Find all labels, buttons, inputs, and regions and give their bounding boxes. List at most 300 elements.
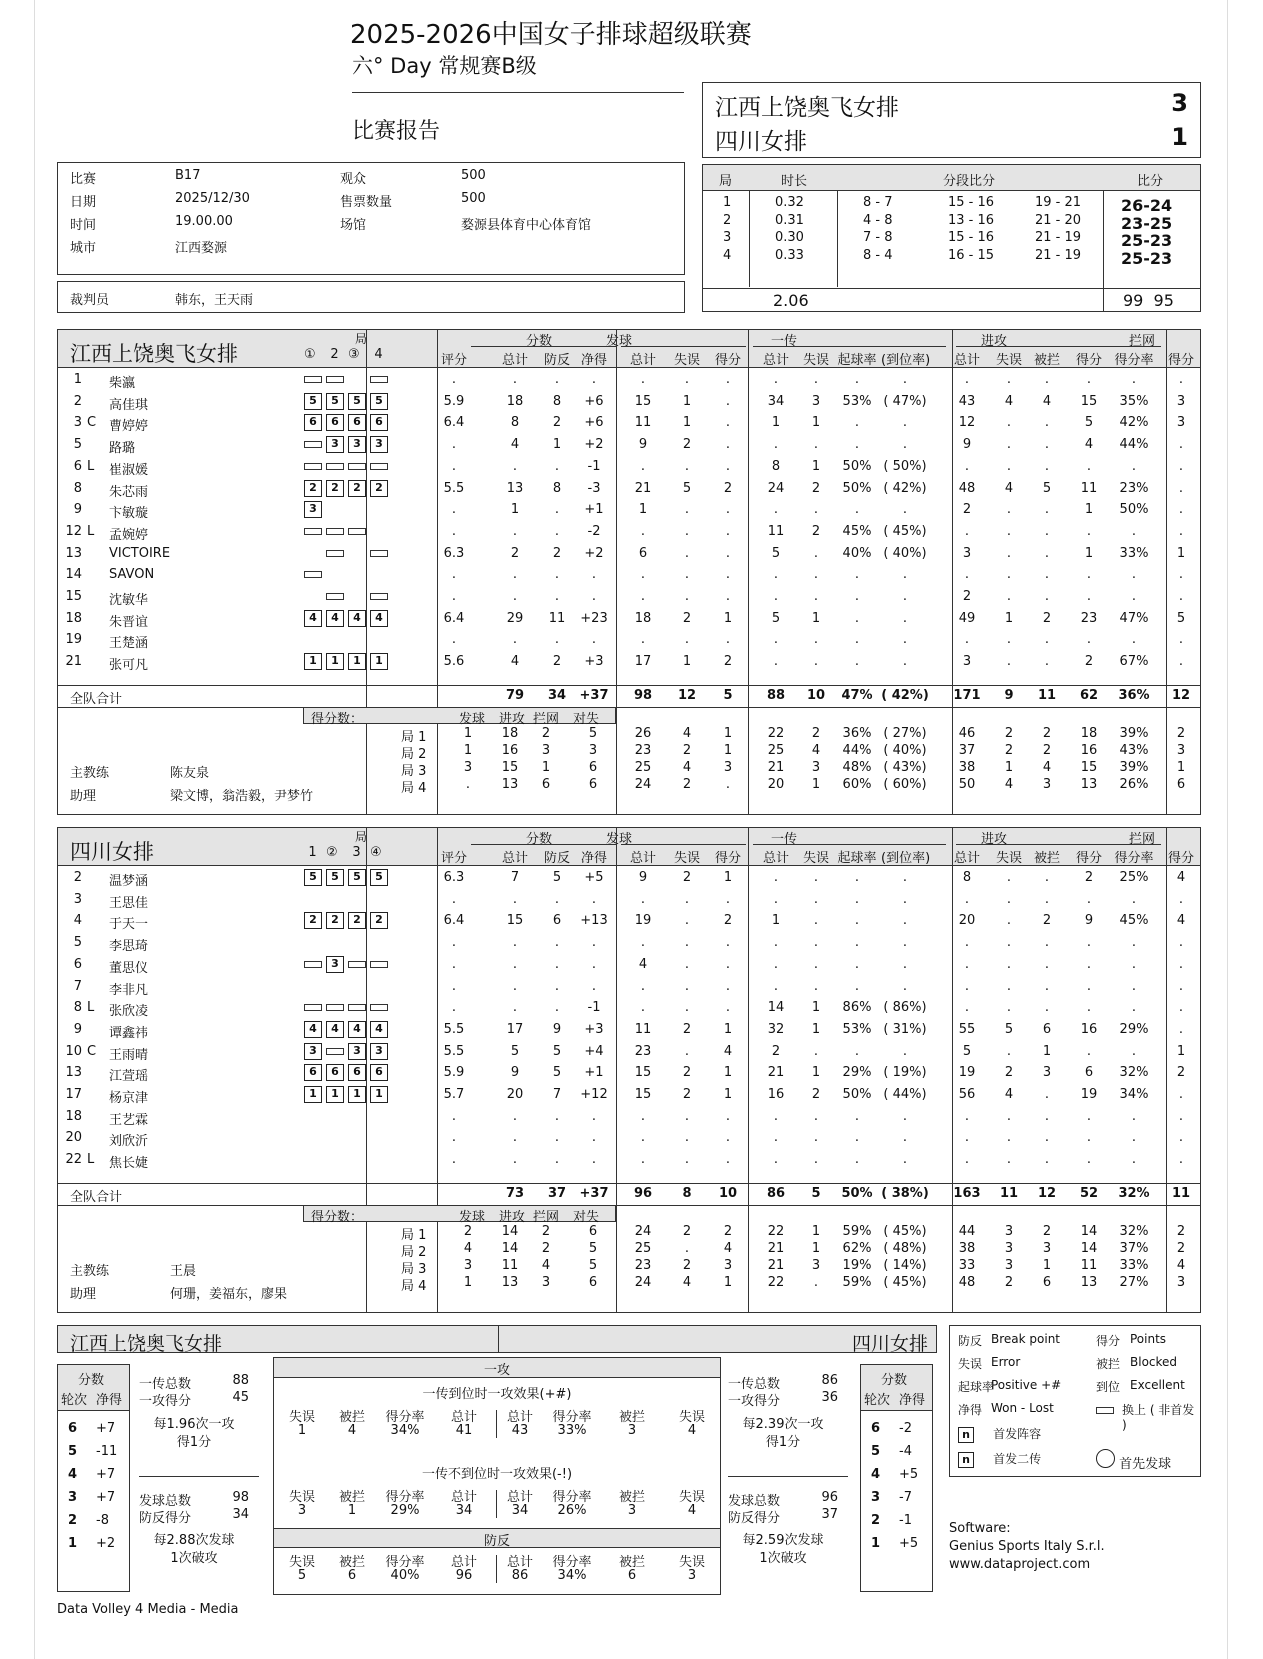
stat-cell: 1 bbox=[1084, 545, 1094, 561]
legend-def: Positive +# bbox=[991, 1378, 1062, 1392]
stat-cell: . bbox=[854, 891, 860, 907]
set-score: 26-24 bbox=[1121, 196, 1173, 215]
stat-value: 45 bbox=[232, 1390, 249, 1405]
col-aerr: 失误 bbox=[995, 353, 1022, 368]
sideout-head: 被拦 bbox=[338, 1555, 365, 1570]
total-cell: 11 bbox=[1171, 1186, 1191, 1201]
legend-box bbox=[949, 1325, 1201, 1477]
stat-cell: . bbox=[1178, 956, 1184, 972]
stat-cell: . bbox=[854, 935, 860, 951]
per-set-stat: 37 bbox=[958, 743, 976, 758]
stat-cell: . bbox=[854, 1108, 860, 1124]
stat-cell: . bbox=[684, 1130, 690, 1146]
stat-cell: . bbox=[1044, 523, 1050, 539]
stat-cell: . bbox=[1131, 1043, 1137, 1059]
stat-cell: . bbox=[591, 956, 597, 972]
per-set-stat: 24 bbox=[634, 777, 652, 792]
per-set-stat: 25 bbox=[634, 760, 652, 775]
group-rule bbox=[956, 346, 1161, 347]
stat-cell: 4 bbox=[510, 437, 520, 453]
per-set-stat: 3 bbox=[723, 760, 733, 775]
player-name: 王思佳 bbox=[109, 895, 149, 911]
legend-term: 被拦 bbox=[1096, 1357, 1121, 1371]
sideout-head: 失误 bbox=[678, 1555, 705, 1570]
stat-cell: 4 bbox=[1004, 480, 1014, 496]
per-set-stat: 1 bbox=[723, 1275, 733, 1290]
stat-cell: . bbox=[451, 589, 457, 604]
stat-cell: . bbox=[725, 545, 731, 561]
stat-cell: +5 bbox=[584, 870, 604, 885]
stat-cell: . bbox=[725, 589, 731, 604]
stat-cell: 8 bbox=[510, 415, 520, 431]
set-mark: ② bbox=[326, 845, 338, 860]
player-role: C bbox=[87, 1043, 97, 1059]
per-set-points: 6 bbox=[541, 777, 551, 792]
substitution-marker bbox=[348, 463, 366, 470]
per-set-stat: 24 bbox=[634, 1224, 652, 1239]
stat-cell: . bbox=[1044, 935, 1050, 951]
player-name: 卞敏璇 bbox=[109, 506, 149, 522]
total-cell: 86 bbox=[766, 1186, 786, 1201]
stat-cell: . bbox=[1006, 632, 1012, 648]
sideout-box bbox=[273, 1357, 721, 1595]
stat-cell: 5 bbox=[1004, 1021, 1014, 1037]
per-set-points: 15 bbox=[501, 760, 519, 775]
per-set-points: 3 bbox=[463, 760, 473, 775]
sideout-value: 3 bbox=[627, 1423, 637, 1438]
stat-cell: . bbox=[1006, 1130, 1012, 1146]
rotation-number: 3 bbox=[871, 1490, 881, 1505]
per-set-points: 5 bbox=[588, 726, 598, 741]
player-name: 谭鑫祎 bbox=[109, 1025, 149, 1041]
away-sets-won: 1 bbox=[1171, 123, 1188, 151]
legend-def: Won - Lost bbox=[991, 1401, 1054, 1415]
stat-cell: . bbox=[725, 891, 731, 907]
player-number: 22 bbox=[65, 1152, 82, 1168]
stat-cell: . bbox=[684, 1043, 690, 1059]
per-set-stat: 1 bbox=[811, 777, 821, 792]
stat-cell: 2 bbox=[682, 437, 692, 453]
total-cell: 8 bbox=[682, 1186, 692, 1201]
stat-cell: 1 bbox=[723, 1065, 733, 1081]
stat-cell: 29% bbox=[842, 1065, 872, 1081]
player-name: 朱芯雨 bbox=[109, 484, 149, 500]
per-set-label: 局 4 bbox=[401, 1279, 427, 1294]
player-name: 柴瀛 bbox=[109, 376, 136, 391]
points-header-cell: 得分数： bbox=[311, 712, 364, 727]
stat-value: 96 bbox=[821, 1490, 838, 1505]
per-set-points: 6 bbox=[588, 1224, 598, 1239]
stat-cell: . bbox=[902, 1130, 908, 1146]
set-score: 25-23 bbox=[1121, 231, 1173, 250]
stat-cell: . bbox=[1086, 372, 1092, 387]
stat-cell: 50% bbox=[842, 458, 872, 474]
stat-cell: . bbox=[1006, 870, 1012, 885]
stat-cell: . bbox=[725, 372, 731, 387]
info-label: 城市 bbox=[70, 241, 97, 256]
divider bbox=[366, 828, 367, 1312]
stat-cell: 5 bbox=[552, 1065, 562, 1081]
total-cell: 37 bbox=[547, 1186, 567, 1201]
total-cell: 5 bbox=[811, 1186, 821, 1201]
stat-cell: 1 bbox=[1004, 610, 1014, 626]
col-rerr: 失误 bbox=[802, 353, 829, 368]
stat-cell: . bbox=[1178, 1130, 1184, 1146]
per-set-points: 13 bbox=[501, 1275, 519, 1290]
player-name: VICTOIRE bbox=[109, 545, 171, 561]
col-bp: 防反 bbox=[543, 851, 570, 866]
per-set-stat: 44 bbox=[958, 1224, 976, 1239]
stat-cell: . bbox=[554, 567, 560, 583]
stat-label: 发球总数 bbox=[728, 1494, 781, 1509]
stat-label: 一攻得分 bbox=[728, 1394, 781, 1409]
final-score-box bbox=[702, 82, 1201, 158]
col-apts: 得分 bbox=[1075, 353, 1102, 368]
divider bbox=[728, 1476, 848, 1477]
stat-cell: . bbox=[1006, 1108, 1012, 1124]
per-set-stat: 22 bbox=[767, 1224, 785, 1239]
per-set-stat: . bbox=[725, 777, 731, 792]
stat-cell: 1 bbox=[682, 654, 692, 670]
per-set-points: 6 bbox=[588, 1275, 598, 1290]
stat-cell: 4 bbox=[1042, 393, 1052, 409]
stat-cell: 5 bbox=[1042, 480, 1052, 496]
stat-cell: . bbox=[813, 935, 819, 951]
set-partial-16: 15 - 16 bbox=[948, 195, 995, 210]
stat-cell: 2 bbox=[1042, 610, 1052, 626]
stat-cell: . bbox=[902, 978, 908, 994]
starting-position: 1 bbox=[348, 653, 366, 670]
stat-cell: . bbox=[1044, 458, 1050, 474]
substitution-marker bbox=[304, 571, 322, 578]
stat-cell: . bbox=[554, 523, 560, 539]
stat-cell: 19 bbox=[958, 1065, 976, 1081]
starting-position: 6 bbox=[304, 414, 322, 431]
stat-cell: 3 bbox=[1042, 1065, 1052, 1081]
per-set-points: 2 bbox=[541, 1241, 551, 1256]
bottom-away-name: 四川女排 bbox=[851, 1333, 928, 1355]
stat-cell: 34 bbox=[767, 393, 785, 409]
ratio-text: 每2.88次发球 1次破攻 bbox=[153, 1533, 235, 1566]
stat-cell: 2 bbox=[723, 480, 733, 496]
stat-cell: . bbox=[554, 978, 560, 994]
stat-cell: 34% bbox=[1119, 1087, 1149, 1102]
stat-cell: 18 bbox=[634, 610, 652, 626]
sideout-value: 26% bbox=[557, 1503, 587, 1518]
col-bp: 防反 bbox=[543, 353, 570, 368]
stat-cell: . bbox=[640, 1130, 646, 1146]
total-label: 全队合计 bbox=[70, 692, 123, 707]
stat-cell: . bbox=[902, 610, 908, 626]
sideout-head: 失误 bbox=[288, 1490, 315, 1505]
sideout-head: 总计 bbox=[450, 1490, 477, 1505]
group-points: 分数 bbox=[526, 832, 553, 847]
stat-cell: +1 bbox=[584, 502, 604, 518]
stat-cell: . bbox=[1086, 523, 1092, 539]
stat-cell: . bbox=[640, 567, 646, 583]
info-label: 场馆 bbox=[340, 218, 367, 233]
col-tot: 总计 bbox=[501, 353, 528, 368]
points-header-cell: 对失 bbox=[573, 1210, 600, 1225]
player-number: 17 bbox=[65, 1087, 82, 1102]
negative-title: 一传不到位时一攻效果(-!) bbox=[421, 1467, 573, 1482]
col-rating: 评分 bbox=[440, 353, 467, 368]
stat-cell: . bbox=[554, 1130, 560, 1146]
substitution-marker bbox=[370, 961, 388, 968]
stat-cell: . bbox=[964, 1000, 970, 1016]
set-partial-16: 13 - 16 bbox=[948, 212, 995, 228]
rotation-col: 轮次 bbox=[61, 1393, 88, 1408]
stat-label: 防反得分 bbox=[728, 1511, 781, 1526]
rotation-net: -2 bbox=[899, 1421, 912, 1436]
stat-cell: . bbox=[1006, 1152, 1012, 1168]
stat-cell: . bbox=[451, 502, 457, 518]
stat-cell: . bbox=[813, 978, 819, 994]
stat-cell: . bbox=[1131, 632, 1137, 648]
set-mark: 1 bbox=[308, 845, 317, 860]
report-subtitle: 六° Day 常规赛B级 bbox=[352, 54, 537, 78]
player-number: 3 bbox=[73, 891, 82, 907]
stat-cell: 2 bbox=[682, 1065, 692, 1081]
stat-cell: . bbox=[1178, 372, 1184, 387]
stat-cell: . bbox=[1178, 1152, 1184, 1168]
info-label: 时间 bbox=[70, 218, 97, 233]
stat-cell: . bbox=[591, 632, 597, 648]
col-blk: 被拦 bbox=[1033, 353, 1060, 368]
stat-cell: 7 bbox=[552, 1087, 562, 1102]
stat-cell: 5.5 bbox=[443, 1021, 465, 1037]
per-set-points: 3 bbox=[588, 743, 598, 758]
sideout-value: 33% bbox=[557, 1423, 587, 1438]
stat-cell: 15 bbox=[634, 1065, 652, 1081]
set-partial-8: 7 - 8 bbox=[863, 230, 893, 245]
stat-cell: . bbox=[554, 956, 560, 972]
stat-cell: . bbox=[773, 437, 779, 453]
stat-cell: 21 bbox=[634, 480, 652, 496]
sideout-value: 3 bbox=[627, 1503, 637, 1518]
set-duration: 0.33 bbox=[775, 247, 804, 263]
stat-cell: 5 bbox=[1176, 610, 1186, 626]
stat-cell: 47% bbox=[1119, 610, 1149, 626]
stat-cell: . bbox=[1086, 589, 1092, 604]
per-set-stat: 22 bbox=[767, 726, 785, 741]
stat-cell: 20 bbox=[506, 1087, 524, 1102]
col-rerr: 失误 bbox=[802, 851, 829, 866]
stat-cell: +1 bbox=[584, 1065, 604, 1081]
breakpoint-title: 防反 bbox=[483, 1534, 510, 1549]
stat-cell: . bbox=[813, 632, 819, 648]
total-cell: 34 bbox=[547, 688, 567, 703]
player-number: 6 bbox=[73, 458, 82, 474]
stat-cell: . bbox=[684, 1000, 690, 1016]
stat-cell: . bbox=[554, 502, 560, 518]
player-name: 江萱瑶 bbox=[109, 1069, 149, 1085]
stat-cell: . bbox=[902, 870, 908, 885]
stat-cell: 2 bbox=[682, 870, 692, 885]
points-header-cell: 进攻 bbox=[499, 1210, 526, 1225]
stat-cell: 17 bbox=[634, 654, 652, 670]
stat-cell: . bbox=[902, 913, 908, 929]
stat-cell: . bbox=[813, 567, 819, 583]
rotation-box bbox=[57, 1364, 130, 1592]
per-set-stat: 2 bbox=[811, 726, 821, 741]
total-label: 全队合计 bbox=[70, 1190, 123, 1205]
stat-label: 发球总数 bbox=[139, 1494, 192, 1509]
stat-cell: 53% bbox=[842, 393, 872, 409]
stat-cell: 9 bbox=[962, 437, 972, 453]
starting-position: 5 bbox=[326, 869, 344, 886]
away-team-stats bbox=[57, 827, 1201, 1313]
stat-cell: . bbox=[554, 891, 560, 907]
substitution-marker bbox=[326, 593, 344, 600]
player-number: 20 bbox=[65, 1130, 82, 1146]
player-name: 温梦涵 bbox=[109, 874, 149, 889]
stat-cell: 5.9 bbox=[443, 393, 465, 409]
group-rule bbox=[471, 844, 616, 845]
group-rule bbox=[471, 346, 616, 347]
substitution-marker bbox=[326, 528, 344, 535]
stat-cell: . bbox=[451, 1000, 457, 1016]
per-set-points: 16 bbox=[501, 743, 519, 758]
info-label: 观众 bbox=[340, 172, 367, 187]
stat-cell: . bbox=[773, 1108, 779, 1124]
stat-cell: 14 bbox=[767, 1000, 785, 1016]
substitution-marker bbox=[304, 441, 322, 448]
starting-position: 5 bbox=[348, 869, 366, 886]
stat-cell: 2 bbox=[682, 610, 692, 626]
stat-cell: . bbox=[1044, 545, 1050, 561]
rotation-number: 4 bbox=[871, 1467, 881, 1482]
stat-cell: 4 bbox=[510, 654, 520, 670]
stat-cell: . bbox=[1044, 891, 1050, 907]
col-set: 局 bbox=[355, 830, 368, 844]
player-number: 3 bbox=[73, 415, 82, 431]
total-cell: +37 bbox=[579, 1186, 609, 1201]
stat-cell: . bbox=[813, 870, 819, 885]
stat-cell: -1 bbox=[587, 458, 601, 474]
stat-cell: 1 bbox=[811, 1000, 821, 1016]
stat-cell: . bbox=[902, 956, 908, 972]
player-number: 8 bbox=[73, 480, 82, 496]
group-rule bbox=[621, 346, 746, 347]
stat-cell: . bbox=[902, 632, 908, 648]
stat-cell: . bbox=[725, 632, 731, 648]
total-cell: 163 bbox=[953, 1186, 981, 1201]
player-name: 朱晋谊 bbox=[109, 614, 149, 630]
per-set-label: 局 1 bbox=[401, 1228, 427, 1243]
points-header-cell: 拦网 bbox=[533, 712, 560, 727]
substitution-marker bbox=[304, 961, 322, 968]
group-rule bbox=[621, 844, 746, 845]
info-label: 售票数量 bbox=[340, 195, 393, 210]
per-set-stat: 2 bbox=[1004, 743, 1014, 758]
info-value: 婺源县体育中心体育馆 bbox=[461, 218, 592, 233]
player-name: SAVON bbox=[109, 567, 155, 583]
total-cell: 62 bbox=[1079, 688, 1099, 703]
per-set-points: 3 bbox=[463, 1258, 473, 1273]
set-partial-21: 19 - 21 bbox=[1035, 195, 1082, 210]
rotation-net: -4 bbox=[899, 1444, 912, 1459]
stat-cell: +12 bbox=[580, 1087, 608, 1102]
stat-cell: . bbox=[1044, 589, 1050, 604]
sideout-value: 41 bbox=[455, 1423, 473, 1438]
stat-cell: 8 bbox=[962, 870, 972, 885]
stat-cell: . bbox=[1044, 1087, 1050, 1102]
stat-cell: ( 42%) bbox=[883, 480, 927, 496]
stat-cell: 48 bbox=[958, 480, 976, 496]
player-name: 高佳琪 bbox=[109, 397, 149, 413]
set-partial-21: 21 - 19 bbox=[1035, 247, 1082, 263]
stat-cell: . bbox=[1006, 654, 1012, 670]
total-points: 99 95 bbox=[1123, 291, 1174, 310]
ratio-text: 每1.96次一攻 得1分 bbox=[153, 1417, 235, 1450]
stat-cell: . bbox=[902, 589, 908, 604]
stat-cell: 1 bbox=[723, 1021, 733, 1037]
stat-cell: . bbox=[813, 502, 819, 518]
col-set: 局 bbox=[355, 332, 368, 346]
stat-cell: 1 bbox=[811, 610, 821, 626]
stat-value: 88 bbox=[232, 1373, 249, 1388]
stat-cell: . bbox=[1006, 935, 1012, 951]
stat-cell: . bbox=[512, 372, 518, 387]
total-cell: 5 bbox=[723, 688, 733, 703]
per-set-points: 1 bbox=[463, 726, 473, 741]
stat-cell: . bbox=[1178, 480, 1184, 496]
sideout-value: 6 bbox=[627, 1568, 637, 1583]
set-number: 3 bbox=[723, 230, 732, 245]
stat-cell: . bbox=[854, 437, 860, 453]
player-name: 王雨晴 bbox=[109, 1047, 149, 1063]
stat-cell: . bbox=[1131, 935, 1137, 951]
divider bbox=[366, 330, 367, 814]
col-rtot: 总计 bbox=[762, 353, 789, 368]
stat-cell: 35% bbox=[1119, 393, 1149, 409]
per-set-stat: 21 bbox=[767, 1258, 785, 1273]
per-set-stat: ( 43%) bbox=[883, 760, 927, 775]
starting-position: 5 bbox=[348, 393, 366, 410]
stat-cell: 1 bbox=[682, 393, 692, 409]
substitution-marker bbox=[304, 1004, 322, 1011]
legend-n-box-2: n bbox=[958, 1452, 974, 1468]
stat-cell: . bbox=[451, 567, 457, 583]
divider bbox=[139, 1476, 259, 1477]
stat-cell: . bbox=[773, 1130, 779, 1146]
stat-cell: 5 bbox=[962, 1043, 972, 1059]
player-name: 李非凡 bbox=[109, 982, 149, 998]
stat-cell: . bbox=[684, 523, 690, 539]
set-mark: 2 bbox=[330, 347, 339, 362]
total-cell: 9 bbox=[1004, 688, 1014, 703]
col-aerr: 失误 bbox=[995, 851, 1022, 866]
per-set-stat: 2 bbox=[1176, 1224, 1186, 1239]
coach-label: 主教练 bbox=[70, 1264, 110, 1279]
per-set-points: 2 bbox=[541, 1224, 551, 1239]
stat-cell: ( 31%) bbox=[883, 1021, 927, 1037]
home-team-name: 江西上饶奥飞女排 bbox=[715, 95, 899, 121]
sideout-value: 6 bbox=[347, 1568, 357, 1583]
stat-cell: . bbox=[451, 935, 457, 951]
player-name: 孟婉婷 bbox=[109, 527, 149, 543]
stat-cell: . bbox=[964, 523, 970, 539]
col-bpts: 得分 bbox=[1167, 851, 1194, 866]
stat-cell: 5 bbox=[771, 545, 781, 561]
starting-position: 2 bbox=[304, 480, 322, 497]
stat-label: 一攻得分 bbox=[139, 1394, 192, 1409]
stat-cell: . bbox=[964, 1130, 970, 1146]
per-set-stat: 4 bbox=[1004, 777, 1014, 792]
stat-cell: 1 bbox=[552, 437, 562, 453]
stat-cell: . bbox=[1044, 415, 1050, 431]
